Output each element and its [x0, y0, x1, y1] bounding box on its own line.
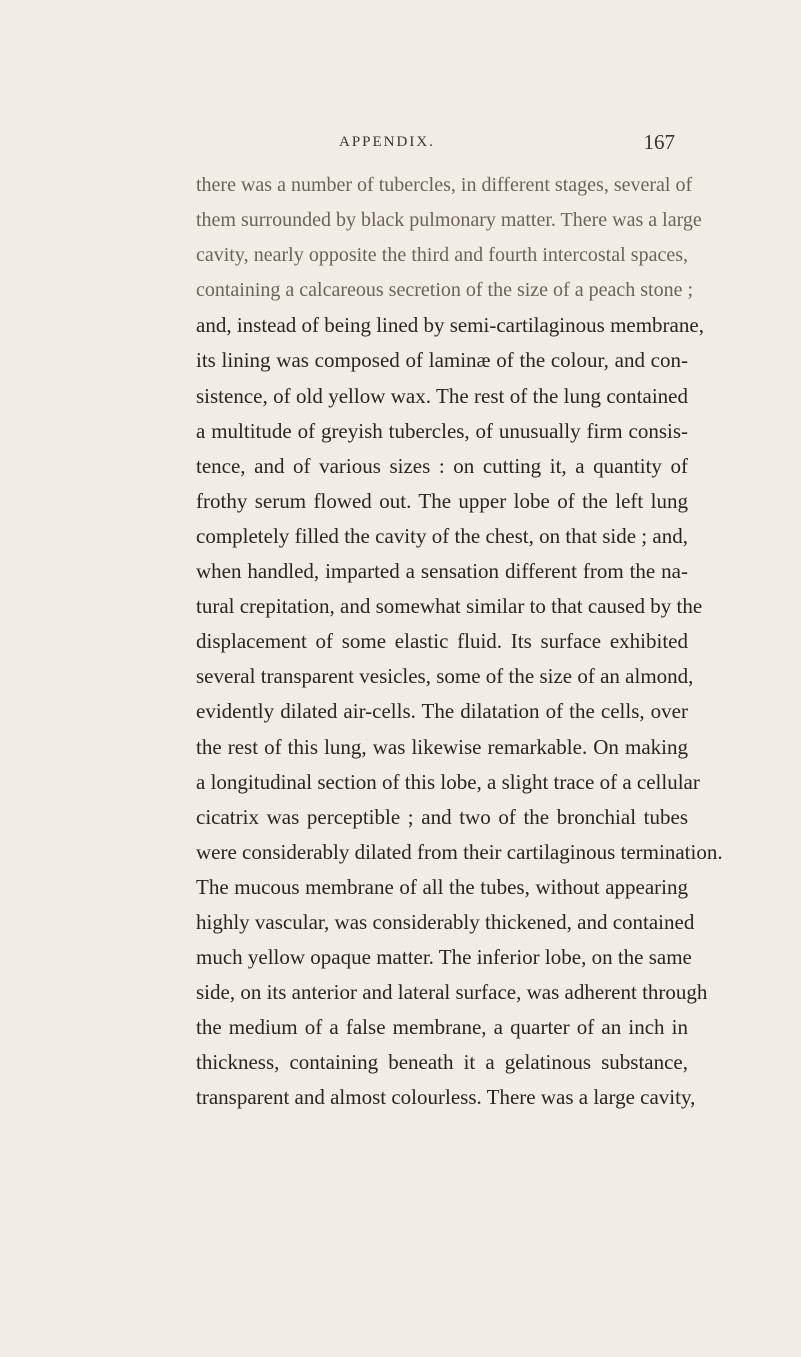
text-line: The mucous membrane of all the tubes, without appearing [196, 874, 688, 899]
text-line: cicatrix was perceptible ; and two of the bronchial tubes [196, 804, 688, 829]
text-line: much yellow opaque matter. The inferior lobe, on the same [196, 945, 692, 970]
text-line: transparent and almost colourless. There was a large cavity, [196, 1085, 696, 1110]
text-line: several transparent vesicles, some of the size of an almond, [196, 664, 694, 689]
text-line: and, instead of being lined by semi-cartilaginous membrane, [196, 313, 704, 338]
text-line: a longitudinal section of this lobe, a slight trace of a cellular [196, 769, 700, 794]
text-line: containing a calcareous secretion of the size of a peach stone ; [196, 279, 694, 302]
text-line: tural crepitation, and somewhat similar to that caused by the [196, 594, 703, 619]
page-number: 167 [643, 130, 675, 154]
text-line: tence, and of various sizes : on cutting it, a quantity of [196, 453, 688, 478]
text-line: its lining was composed of laminæ of the colour, and con- [196, 348, 688, 373]
running-title: APPENDIX. [339, 134, 435, 150]
text-line: the medium of a false membrane, a quarter of an inch in [196, 1015, 688, 1040]
text-line: side, on its anterior and lateral surface, was adherent through [196, 980, 708, 1005]
text-line: evidently dilated air-cells. The dilatation of the cells, over [196, 699, 688, 724]
text-line: cavity, nearly opposite the third and fourth intercostal spaces, [196, 244, 688, 267]
text-line: completely filled the cavity of the chest, on that side ; and, [196, 523, 688, 548]
text-line: highly vascular, was considerably thickened, and contained [196, 909, 695, 934]
text-line: sistence, of old yellow wax. The rest of the lung contained [196, 383, 688, 408]
text-line: displacement of some elastic fluid. Its surface exhibited [196, 629, 688, 654]
body-text [196, 168, 723, 1116]
text-line: them surrounded by black pulmonary matter. There was a large [196, 209, 702, 232]
text-line: there was a number of tubercles, in different stages, several of [196, 174, 693, 196]
text-line: a multitude of greyish tubercles, of unusually firm consis- [196, 418, 688, 443]
text-line: were considerably dilated from their cartilaginous termination. [196, 839, 723, 864]
text-line: when handled, imparted a sensation different from the na- [196, 559, 688, 584]
text-line: frothy serum flowed out. The upper lobe of the left lung [196, 488, 688, 513]
running-head [205, 130, 675, 160]
text-line: the rest of this lung, was likewise remarkable. On making [196, 734, 688, 759]
text-line: thickness, containing beneath it a gelatinous substance, [196, 1050, 688, 1075]
